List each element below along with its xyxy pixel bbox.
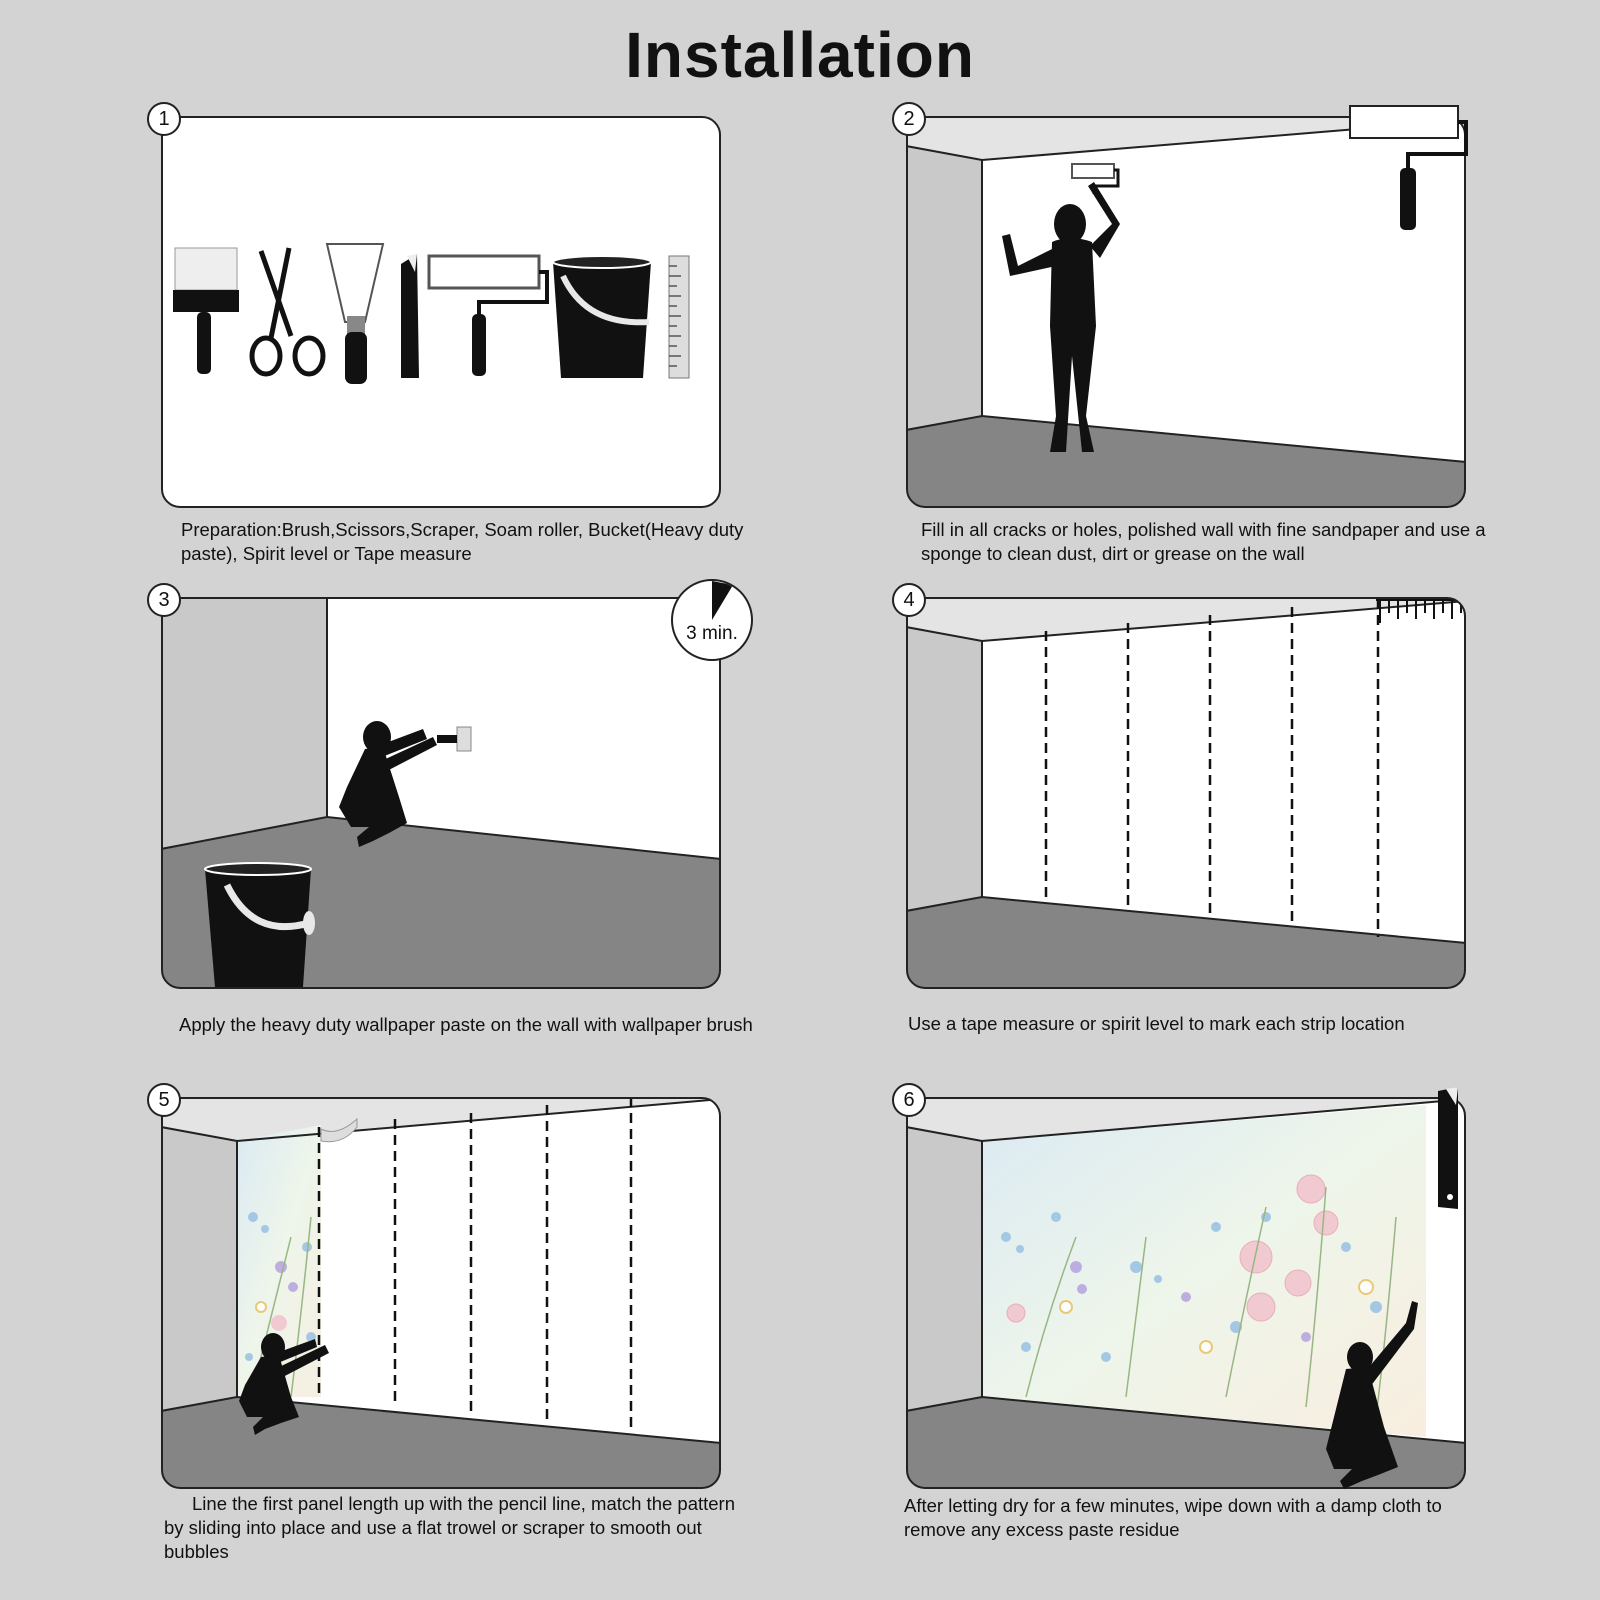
ruler-icon bbox=[669, 256, 689, 378]
hanging-illustration bbox=[161, 1097, 721, 1489]
timer-icon bbox=[671, 579, 753, 661]
step-number-badge: 2 bbox=[892, 102, 926, 136]
step-3-panel bbox=[158, 589, 738, 989]
bucket-icon bbox=[205, 863, 315, 987]
finishing-illustration bbox=[906, 1097, 1466, 1489]
step-number-badge: 3 bbox=[147, 583, 181, 617]
step-5-caption bbox=[164, 1492, 744, 1564]
step-6-panel bbox=[903, 1089, 1466, 1489]
paste-illustration bbox=[161, 597, 721, 989]
bucket-icon bbox=[553, 256, 651, 378]
step-number-badge: 4 bbox=[892, 583, 926, 617]
step-2-panel bbox=[903, 108, 1466, 508]
step-number-badge: 1 bbox=[147, 102, 181, 136]
step-1-panel bbox=[158, 108, 721, 508]
step-2-caption: Fill in all cracks or holes, polished wall with fine sandpaper and use a sponge to clean dust, dirt or grease on the wall bbox=[921, 519, 1486, 564]
page-title: Installation bbox=[625, 19, 975, 91]
step-1-caption: Preparation:Brush,Scissors,Scraper, Soam roller, Bucket(Heavy duty paste), Spirit level or Tape measure bbox=[181, 519, 744, 564]
step-4-panel bbox=[903, 589, 1466, 989]
step-6-caption: After letting dry for a few minutes, wipe down with a damp cloth to remove any excess paste residue bbox=[904, 1495, 1442, 1540]
tools-illustration bbox=[161, 116, 721, 508]
step-3-caption: Apply the heavy duty wallpaper paste on the wall with wallpaper brush bbox=[179, 1014, 753, 1035]
step-5-caption-text: Line the first panel length up with the pencil line, match the pattern by sliding into place and use a flat trowel or scraper to smooth out bubbles bbox=[164, 1493, 736, 1562]
wall-prep-illustration bbox=[906, 116, 1466, 508]
step-number-badge: 6 bbox=[892, 1083, 926, 1117]
utility-knife-icon bbox=[1438, 1087, 1458, 1209]
step-5-panel bbox=[158, 1089, 721, 1489]
utility-knife-icon bbox=[401, 254, 419, 378]
marking-illustration bbox=[906, 597, 1466, 989]
step-number-badge: 5 bbox=[147, 1083, 181, 1117]
timer-label: 3 min. bbox=[686, 623, 738, 644]
step-4-caption: Use a tape measure or spirit level to mark each strip location bbox=[908, 1013, 1405, 1034]
